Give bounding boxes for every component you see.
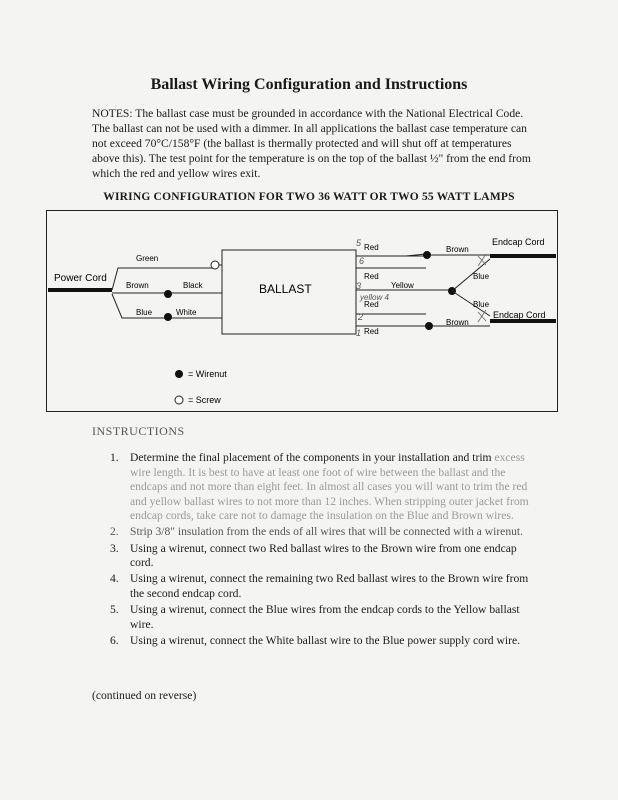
diagram-frame xyxy=(47,211,558,412)
screw-terminal xyxy=(211,261,219,269)
step-item xyxy=(110,634,535,649)
label-blue-left: Blue xyxy=(136,308,153,317)
power-cord-label: Power Cord xyxy=(54,273,107,284)
step-item xyxy=(110,542,535,571)
hand-yellow-4: yellow 4 xyxy=(360,293,389,302)
step-number: 4. xyxy=(110,572,119,586)
step-text: Using a wirenut, connect two Red ballast wires to the Brown wire from one endcap cord. xyxy=(130,541,517,570)
step-text: Using a wirenut, connect the Blue wires from the endcap cords to the Yellow ballast wire. xyxy=(130,602,520,631)
wirenut-red-brown-top xyxy=(423,251,431,259)
label-brown-left: Brown xyxy=(126,281,149,290)
diagram-heading: WIRING CONFIGURATION FOR TWO 36 WATT OR TWO 55 WATT LAMPS xyxy=(103,191,515,203)
legend-screw-icon xyxy=(175,396,183,404)
label-blue-top: Blue xyxy=(473,272,490,281)
label-brown-bottom: Brown xyxy=(446,318,469,327)
label-brown-top: Brown xyxy=(446,245,469,254)
hand-number-3: 3 xyxy=(356,281,362,291)
label-yellow: Yellow xyxy=(391,281,414,290)
label-black: Black xyxy=(183,281,203,290)
legend-wirenut-label: = Wirenut xyxy=(188,369,227,379)
ballast-label: BALLAST xyxy=(259,282,312,296)
hand-number-5: 5 xyxy=(356,238,362,248)
step-text: Determine the final placement of the components in your installation and trim xyxy=(130,451,492,464)
label-blue-bottom: Blue xyxy=(473,300,490,309)
hand-number-1: 1 xyxy=(356,328,362,338)
label-red-4: Red xyxy=(364,327,379,336)
notes-paragraph: NOTES: The ballast case must be grounded in accordance with the National Electrical Code. The ballast can not be used with a dimmer. In all applications the ballast case temperature can not exceed 70°C/158°F (the ballast is thermally protected and will shut off at temperatures above this). The test point for the temperature is on the top of the ballast ½" from the end from which the red and yellow wires exit. xyxy=(92,107,531,180)
step-item xyxy=(110,603,535,632)
continued-note: (continued on reverse) xyxy=(92,689,197,702)
step-number: 2. xyxy=(110,525,119,539)
step-number: 1. xyxy=(110,451,119,464)
hand-number-2: 2 xyxy=(358,312,364,322)
label-green: Green xyxy=(136,254,159,263)
step-text: Strip 3/8" insulation from the ends of all wires that will be connected with a wirenut. xyxy=(130,525,524,539)
label-red-1: Red xyxy=(364,243,379,252)
label-red-2: Red xyxy=(364,272,379,281)
wirenut-brown-black xyxy=(164,290,172,298)
wirenut-blue-white xyxy=(164,313,172,321)
wirenut-red-brown-bottom xyxy=(425,322,433,330)
step-item xyxy=(110,451,535,524)
hand-number-6: 6 xyxy=(359,256,365,266)
legend-screw-label: = Screw xyxy=(188,395,221,405)
legend-wirenut-icon xyxy=(175,370,183,378)
wiring-diagram xyxy=(46,210,558,412)
step-number: 3. xyxy=(110,541,119,555)
step-number: 5. xyxy=(110,602,119,616)
step-text-faded: excess wire length. It is best to have at least one foot of wire between the ballast and the endcaps and not more than eight feet. In almost all cases you will want to trim the red and yellow ballast wires to not more than 12 inches. When stripping outer jacket from endcap cords, take care not to damage the insulation on the Blue and Brown wires. xyxy=(130,451,529,523)
step-text: Using a wirenut, connect the White ballast wire to the Blue power supply cord wire. xyxy=(130,633,521,647)
step-item xyxy=(110,572,535,601)
step-item xyxy=(110,525,535,540)
label-red-3: Red xyxy=(364,300,379,309)
hand-mark-bottom xyxy=(478,310,486,322)
step-number: 6. xyxy=(110,633,119,647)
label-endcap-bottom: Endcap Cord xyxy=(493,310,546,320)
step-text: Using a wirenut, connect the remaining two Red ballast wires to the Brown wire from the second endcap cord. xyxy=(130,572,529,600)
hand-mark-top xyxy=(478,254,486,266)
page-title: Ballast Wiring Configuration and Instructions xyxy=(150,76,468,93)
label-endcap-top: Endcap Cord xyxy=(492,237,545,247)
instruction-steps xyxy=(110,451,535,650)
instructions-heading: INSTRUCTIONS xyxy=(92,424,185,438)
label-white: White xyxy=(176,308,197,317)
